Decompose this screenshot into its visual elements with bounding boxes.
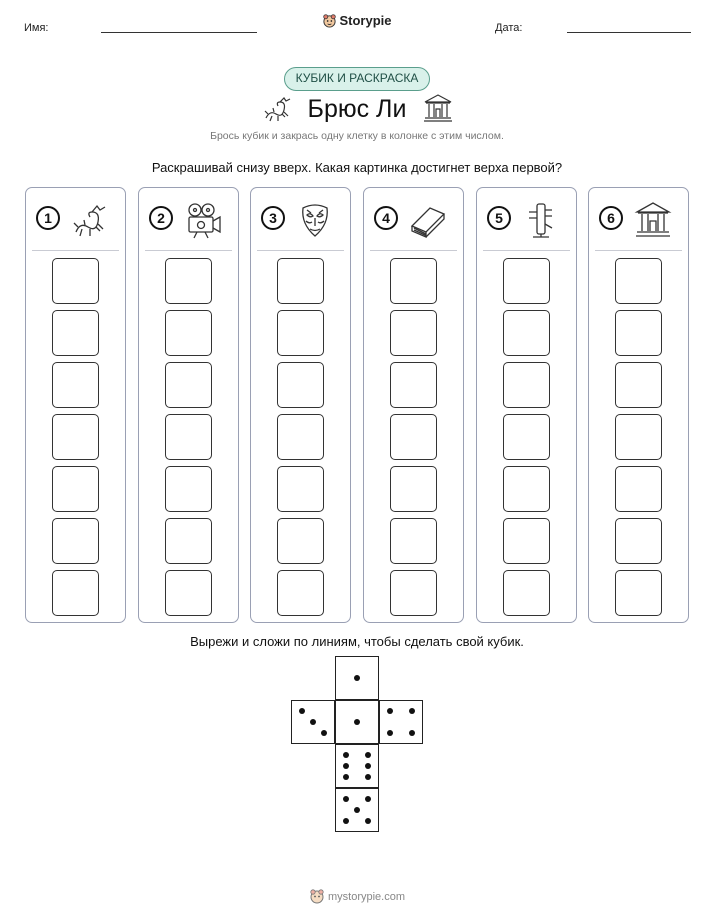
column-divider — [145, 250, 232, 251]
brand — [0, 13, 714, 31]
color-cell[interactable] — [503, 310, 550, 356]
dragon-icon — [70, 200, 110, 240]
color-cell[interactable] — [165, 570, 212, 616]
activity-badge: КУБИК И РАСКРАСКА — [284, 67, 430, 91]
dice-face-4 — [379, 700, 423, 744]
column-2 — [138, 187, 239, 623]
color-cell[interactable] — [503, 570, 550, 616]
dice-face-1 — [335, 656, 379, 700]
mask-icon — [295, 200, 335, 240]
date-line — [567, 32, 691, 33]
name-label: Имя: — [24, 22, 49, 34]
color-cell[interactable] — [52, 466, 99, 512]
dice-face-6 — [335, 744, 379, 788]
temple-icon — [633, 200, 673, 240]
dice-face-1 — [335, 700, 379, 744]
color-cell[interactable] — [390, 518, 437, 564]
color-cell[interactable] — [277, 414, 324, 460]
color-cell[interactable] — [390, 570, 437, 616]
column-divider — [370, 250, 457, 251]
dice-pip — [343, 818, 349, 824]
color-cell[interactable] — [165, 362, 212, 408]
dice-pip — [354, 807, 360, 813]
color-cell[interactable] — [390, 466, 437, 512]
dice-pip — [365, 763, 371, 769]
column-1 — [25, 187, 126, 623]
dice-pip — [387, 730, 393, 736]
column-4 — [363, 187, 464, 623]
column-divider — [32, 250, 119, 251]
color-cell[interactable] — [503, 466, 550, 512]
color-cell[interactable] — [165, 258, 212, 304]
color-cell[interactable] — [277, 466, 324, 512]
column-3 — [250, 187, 351, 623]
color-cell[interactable] — [615, 310, 662, 356]
column-divider — [483, 250, 570, 251]
dice-pip — [354, 675, 360, 681]
color-cell[interactable] — [390, 258, 437, 304]
dice-pip — [321, 730, 327, 736]
color-cell[interactable] — [503, 362, 550, 408]
storypie-logo-icon — [322, 13, 337, 31]
color-cell[interactable] — [52, 570, 99, 616]
color-cell[interactable] — [615, 362, 662, 408]
color-cell[interactable] — [52, 518, 99, 564]
color-cell[interactable] — [277, 518, 324, 564]
color-cell[interactable] — [165, 518, 212, 564]
color-cell[interactable] — [165, 414, 212, 460]
dice-pip — [343, 796, 349, 802]
dice-pip — [365, 774, 371, 780]
color-cell[interactable] — [277, 258, 324, 304]
dice-pip — [409, 730, 415, 736]
dice-pip — [343, 774, 349, 780]
color-cell[interactable] — [390, 414, 437, 460]
color-cell[interactable] — [165, 310, 212, 356]
name-line — [101, 32, 257, 33]
training-dummy-icon — [521, 200, 561, 240]
cube-instruction: Вырежи и сложи по линиям, чтобы сделать свой кубик. — [190, 634, 524, 649]
dice-pip — [365, 796, 371, 802]
coloring-instruction: Раскрашивай снизу вверх. Какая картинка достигнет верха первой? — [151, 160, 563, 175]
page-title: Брюс Ли — [307, 95, 407, 123]
color-cell[interactable] — [390, 362, 437, 408]
dice-face-5 — [335, 788, 379, 832]
color-cell[interactable] — [277, 310, 324, 356]
column-divider — [257, 250, 344, 251]
column-5 — [476, 187, 577, 623]
dice-pip — [343, 763, 349, 769]
dice-pip — [310, 719, 316, 725]
temple-icon — [422, 93, 454, 123]
color-cell[interactable] — [52, 258, 99, 304]
column-number: 4 — [374, 206, 398, 230]
color-cell[interactable] — [615, 518, 662, 564]
color-cell[interactable] — [277, 362, 324, 408]
color-cell[interactable] — [503, 518, 550, 564]
column-number: 2 — [149, 206, 173, 230]
dice-pip — [409, 708, 415, 714]
color-cell[interactable] — [615, 570, 662, 616]
column-number: 5 — [487, 206, 511, 230]
date-label: Дата: — [495, 22, 523, 34]
column-number: 1 — [36, 206, 60, 230]
color-cell[interactable] — [615, 258, 662, 304]
color-cell[interactable] — [390, 310, 437, 356]
color-cell[interactable] — [52, 414, 99, 460]
column-number: 6 — [599, 206, 623, 230]
column-6 — [588, 187, 689, 623]
color-cell[interactable] — [503, 414, 550, 460]
book-icon — [408, 200, 448, 240]
footer — [0, 888, 714, 907]
color-cell[interactable] — [165, 466, 212, 512]
dice-pip — [299, 708, 305, 714]
dice-face-3 — [291, 700, 335, 744]
color-cell[interactable] — [52, 362, 99, 408]
storypie-logo-icon — [309, 888, 325, 907]
dice-pip — [365, 752, 371, 758]
color-cell[interactable] — [615, 466, 662, 512]
footer-url: mystorypie.com — [327, 891, 406, 903]
dice-pip — [354, 719, 360, 725]
column-divider — [595, 250, 682, 251]
color-cell[interactable] — [52, 310, 99, 356]
dice-pip — [365, 818, 371, 824]
dice-pip — [343, 752, 349, 758]
dice-pip — [387, 708, 393, 714]
film-camera-icon — [183, 200, 223, 240]
color-cell[interactable] — [503, 258, 550, 304]
column-number: 3 — [261, 206, 285, 230]
brand-name: Storypie — [339, 13, 392, 28]
color-cell[interactable] — [277, 570, 324, 616]
subtitle: Брось кубик и закрась одну клетку в колонке с этим числом. — [210, 130, 504, 142]
color-cell[interactable] — [615, 414, 662, 460]
